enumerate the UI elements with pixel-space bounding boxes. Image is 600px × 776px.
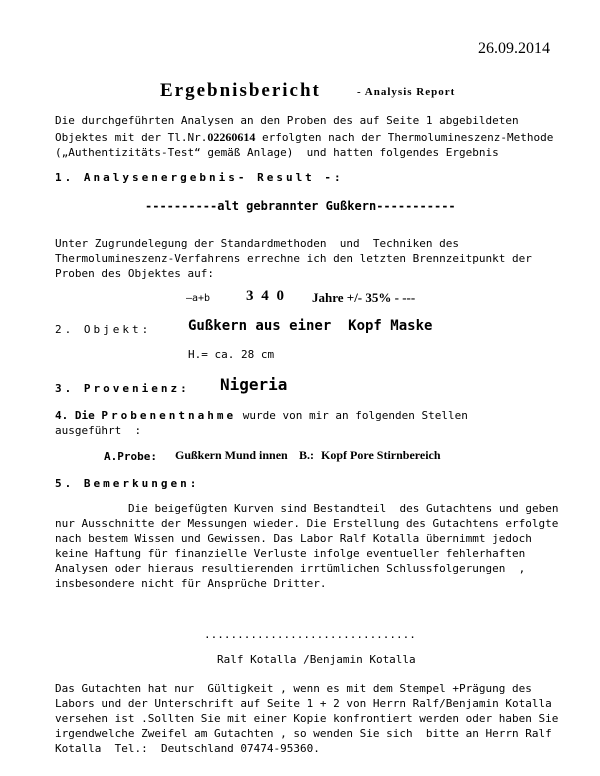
section-1-para-1: Unter Zugrundelegung der Standardmethoden und Techniken des [55, 237, 459, 250]
remarks-line: keine Haftung für finanzielle Verluste infolge eventueller fehlerhaften [55, 547, 526, 560]
object-height: H.= ca. 28 cm [188, 348, 275, 361]
section-1-heading: 1. Analysenergebnis- Result -: [55, 171, 344, 184]
ab-label: —a+b [186, 293, 211, 304]
report-subtitle: - Analysis Report [357, 86, 456, 98]
intro-line-2: Objektes mit der Tl.Nr.02260614 erfolgten nach der Thermolumineszenz-Methode [55, 130, 554, 144]
provenance-value: Nigeria [220, 375, 288, 394]
footer-line: Das Gutachten hat nur Gültigkeit , wenn es mit dem Stempel +Prägung des [55, 682, 532, 695]
tl-number: 02260614 [207, 130, 256, 144]
report-date: 26.09.2014 [478, 40, 550, 57]
footer-line: Labors und der Unterschrift auf Seite 1 + 2 von Herrn Ralf/Benjamin Kotalla [55, 697, 552, 710]
footer-line: irgendwelche Zweifel am Gutachten , so wenden Sie sich bitte an Herrn Ralf [55, 727, 552, 740]
age-digits: 3 4 0 [246, 288, 286, 304]
section-1-para-3: Proben des Objektes auf: [55, 267, 214, 280]
intro-line-3: („Authentizitäts-Test“ gemäß Anlage) und hatten folgendes Ergebnis [55, 146, 499, 159]
section-4-text: ausgeführt : [55, 424, 142, 437]
probe-b-label: B.: [299, 448, 314, 462]
remarks-line: Analysen oder hieraus resultierenden irrtümlichen Schlussfolgerungen , [55, 562, 526, 575]
section-3-heading: 3. Provenienz: [55, 382, 190, 395]
probe-a-label: A.Probe: [104, 450, 157, 463]
analysis-result: ----------alt gebrannter Gußkern----------- [145, 199, 456, 213]
signature-line: ................................ [204, 628, 416, 641]
object-description: Gußkern aus einer Kopf Maske [188, 318, 433, 334]
remarks-line: insbesondere nicht für Ansprüche Dritter. [55, 577, 327, 590]
probe-a-value: Gußkern Mund innen [175, 448, 288, 462]
section-4-heading: 4. Die Probenentnahme wurde von mir an folgenden Stellen [55, 409, 468, 422]
remarks-line: nach bestem Wissen und Gewissen. Das Labor Ralf Kotalla übernimmt jedoch [55, 532, 532, 545]
remarks-line: Die beigefügten Kurven sind Bestandteil des Gutachtens und geben [128, 502, 559, 515]
section-1-para-2: Thermolumineszenz-Verfahrens errechne ich den letzten Brennzeitpunkt der [55, 252, 532, 265]
signature-names: Ralf Kotalla /Benjamin Kotalla [217, 653, 416, 666]
remarks-line: nur Ausschnitte der Messungen wieder. Die Erstellung des Gutachtens erfolgte [55, 517, 559, 530]
footer-line: versehen ist .Sollten Sie mit einer Kopie konfrontiert werden oder haben Sie [55, 712, 559, 725]
footer-line: Kotalla Tel.: Deutschland 07474-95360. [55, 742, 320, 755]
probe-b-value: Kopf Pore Stirnbereich [321, 448, 441, 462]
age-range: Jahre +/- 35% - --- [312, 290, 416, 305]
report-title: Ergebnisbericht [160, 80, 321, 101]
section-2-heading: 2. Objekt: [55, 323, 152, 336]
intro-line-1: Die durchgeführten Analysen an den Proben des auf Seite 1 abgebildeten [55, 114, 519, 127]
section-5-heading: 5. Bemerkungen: [55, 477, 200, 490]
